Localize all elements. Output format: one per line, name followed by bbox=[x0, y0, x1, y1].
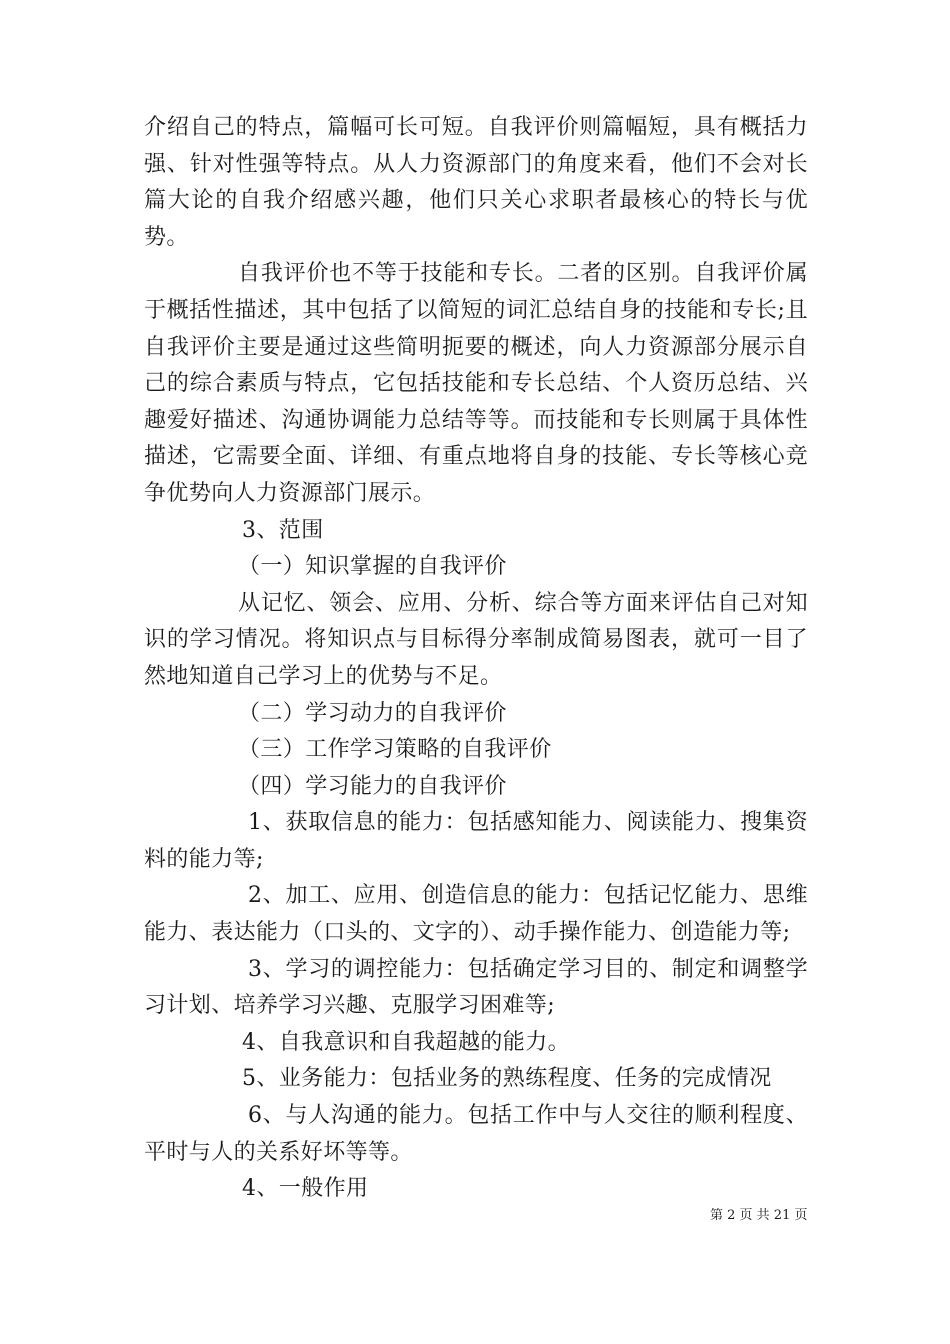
document-body bbox=[144, 110, 808, 1208]
paragraph-knowledge: 从记忆、领会、应用、分析、综合等方面来评估自己对知识的学习情况。将知识点与目标得分率制成简易图表，就可一目了然地知道自己学习上的优势与不足。 bbox=[144, 590, 808, 689]
list-item-self-awareness: 4、自我意识和自我超越的能力。 bbox=[242, 1029, 570, 1055]
list-item-business: 5、业务能力：包括业务的熟练程度、任务的完成情况 bbox=[242, 1066, 772, 1092]
heading-general-role: 4、一般作用 bbox=[242, 1176, 369, 1202]
list-item-regulation: 3、学习的调控能力：包括确定学习目的、制定和调整学习计划、培养学习兴趣、克服学习困难等; bbox=[144, 956, 808, 1019]
subheading-motivation: （二）学习动力的自我评价 bbox=[238, 700, 507, 726]
subheading-strategy: （三）工作学习策略的自我评价 bbox=[238, 737, 552, 763]
paragraph-intro-continued: 介绍自己的特点，篇幅可长可短。自我评价则篇幅短，具有概括力强、针对性强等特点。从人力资源部门的角度来看，他们不会对长篇大论的自我介绍感兴趣，他们只关心求职者最核心的特长与优势。 bbox=[144, 115, 808, 250]
subheading-ability: （四）学习能力的自我评价 bbox=[238, 773, 507, 799]
page-number-footer: 第 2 页 共 21 页 bbox=[710, 1208, 808, 1223]
list-item-process-info: 2、加工、应用、创造信息的能力：包括记忆能力、思维能力、表达能力（口头的、文字的）、动手操作能力、创造能力等; bbox=[144, 883, 808, 946]
list-item-communication: 6、与人沟通的能力。包括工作中与人交往的顺利程度、平时与人的关系好坏等等。 bbox=[144, 1103, 808, 1165]
subheading-knowledge: （一）知识掌握的自我评价 bbox=[238, 554, 507, 580]
paragraph-self-evaluation-vs-skills: 自我评价也不等于技能和专长。二者的区别。自我评价属于概括性描述，其中包括了以简短的词汇总结自身的技能和专长;且自我评价主要是通过这些简明扼要的概述，向人力资源部分展示自己的综合素质与特点，它包括技能和专长总结、个人资历总结、兴趣爱好描述、沟通协调能力总结等等。而技能和专长则属于具体性描述，它需要全面、详细、有重点地将自身的技能、专长等核心竞争优势向人力资源部门展示。 bbox=[144, 261, 808, 506]
heading-scope: 3、范围 bbox=[242, 517, 324, 543]
list-item-acquire-info: 1、获取信息的能力：包括感知能力、阅读能力、搜集资料的能力等; bbox=[144, 810, 808, 872]
